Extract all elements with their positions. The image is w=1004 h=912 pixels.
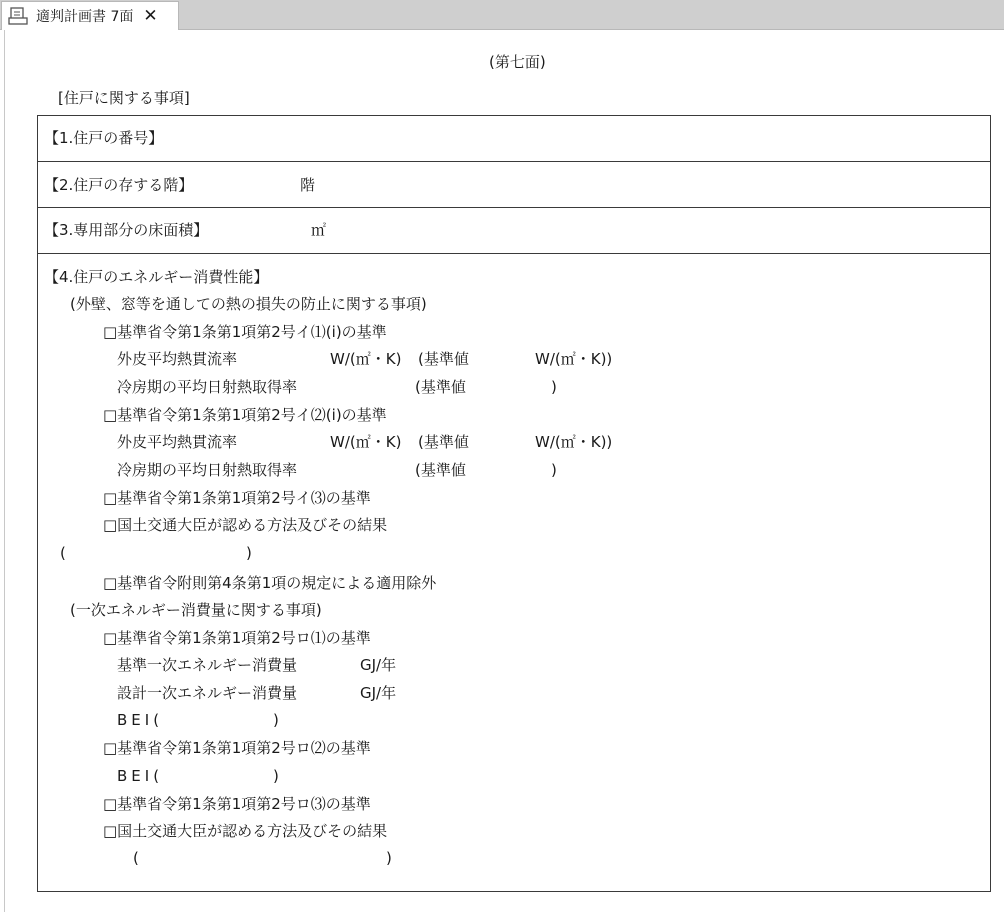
design-energy-label: 設計一次エネルギー消費量 bbox=[117, 684, 298, 702]
row-dwelling-number-label: 【1.住戸の番号】 bbox=[44, 129, 164, 147]
checkbox-standard-i3[interactable]: □基準省令第1条第1項第2号イ⑶の基準 bbox=[103, 489, 371, 507]
page-label: (第七面) bbox=[489, 53, 546, 71]
section-heading: [住戸に関する事項] bbox=[58, 89, 190, 107]
checkbox-standard-ro3[interactable]: □基準省令第1条第1項第2号ロ⑶の基準 bbox=[103, 795, 371, 813]
row-floor-area-label: 【3.専用部分の床面積】 bbox=[44, 221, 209, 239]
ua-ref-unit: W/(㎡・K)) bbox=[535, 433, 613, 451]
primary-energy-heading: (一次エネルギー消費量に関する事項) bbox=[70, 601, 322, 619]
bei-label: BEI( bbox=[117, 711, 164, 729]
row-dwelling-number bbox=[37, 115, 991, 162]
document-icon bbox=[8, 6, 30, 26]
eta-ref: (基準値 bbox=[415, 378, 466, 396]
document-tab[interactable] bbox=[1, 1, 179, 30]
checkbox-standard-i2[interactable]: □基準省令第1条第1項第2号イ⑵(i)の基準 bbox=[103, 406, 387, 424]
page-edge bbox=[4, 30, 5, 912]
standard-energy-label: 基準一次エネルギー消費量 bbox=[117, 656, 298, 674]
row-floor-area-unit: ㎡ bbox=[311, 221, 327, 239]
ua-ref: (基準値 bbox=[418, 350, 469, 368]
ua-label: 外皮平均熱貫流率 bbox=[117, 350, 238, 368]
ua-unit: W/(㎡・K) bbox=[330, 350, 402, 368]
minister-result-open: ( bbox=[60, 544, 66, 562]
eta-close: ) bbox=[551, 461, 557, 479]
tab-bar bbox=[0, 0, 1004, 30]
tab-title: 適判計画書 7面 bbox=[36, 9, 134, 25]
minister-result-open: ( bbox=[133, 849, 139, 867]
ua-ref: (基準値 bbox=[418, 433, 469, 451]
checkbox-minister-method-thermal[interactable]: □国土交通大臣が認める方法及びその結果 bbox=[103, 516, 388, 534]
eta-close: ) bbox=[551, 378, 557, 396]
eta-label: 冷房期の平均日射熱取得率 bbox=[117, 461, 298, 479]
bei-close: ) bbox=[273, 767, 279, 785]
row-floor-label: 【2.住戸の存する階】 bbox=[44, 176, 194, 194]
checkbox-exemption[interactable]: □基準省令附則第4条第1項の規定による適用除外 bbox=[103, 574, 437, 592]
standard-energy-unit: GJ/年 bbox=[360, 656, 397, 674]
bei-label: BEI( bbox=[117, 767, 164, 785]
design-energy-unit: GJ/年 bbox=[360, 684, 397, 702]
energy-title: 【4.住戸のエネルギー消費性能】 bbox=[44, 268, 269, 286]
thermal-heading: (外壁、窓等を通しての熱の損失の防止に関する事項) bbox=[70, 295, 427, 313]
checkbox-standard-i1[interactable]: □基準省令第1条第1項第2号イ⑴(i)の基準 bbox=[103, 323, 387, 341]
minister-result-close: ) bbox=[386, 849, 392, 867]
ua-ref-unit: W/(㎡・K)) bbox=[535, 350, 613, 368]
checkbox-standard-ro1[interactable]: □基準省令第1条第1項第2号ロ⑴の基準 bbox=[103, 629, 371, 647]
ua-unit: W/(㎡・K) bbox=[330, 433, 402, 451]
eta-label: 冷房期の平均日射熱取得率 bbox=[117, 378, 298, 396]
bei-close: ) bbox=[273, 711, 279, 729]
checkbox-minister-method-primary[interactable]: □国土交通大臣が認める方法及びその結果 bbox=[103, 822, 388, 840]
close-icon[interactable]: ✕ bbox=[143, 5, 158, 26]
minister-result-close: ) bbox=[246, 544, 252, 562]
eta-ref: (基準値 bbox=[415, 461, 466, 479]
checkbox-standard-ro2[interactable]: □基準省令第1条第1項第2号ロ⑵の基準 bbox=[103, 739, 371, 757]
ua-label: 外皮平均熱貫流率 bbox=[117, 433, 238, 451]
row-floor-unit: 階 bbox=[300, 176, 316, 194]
